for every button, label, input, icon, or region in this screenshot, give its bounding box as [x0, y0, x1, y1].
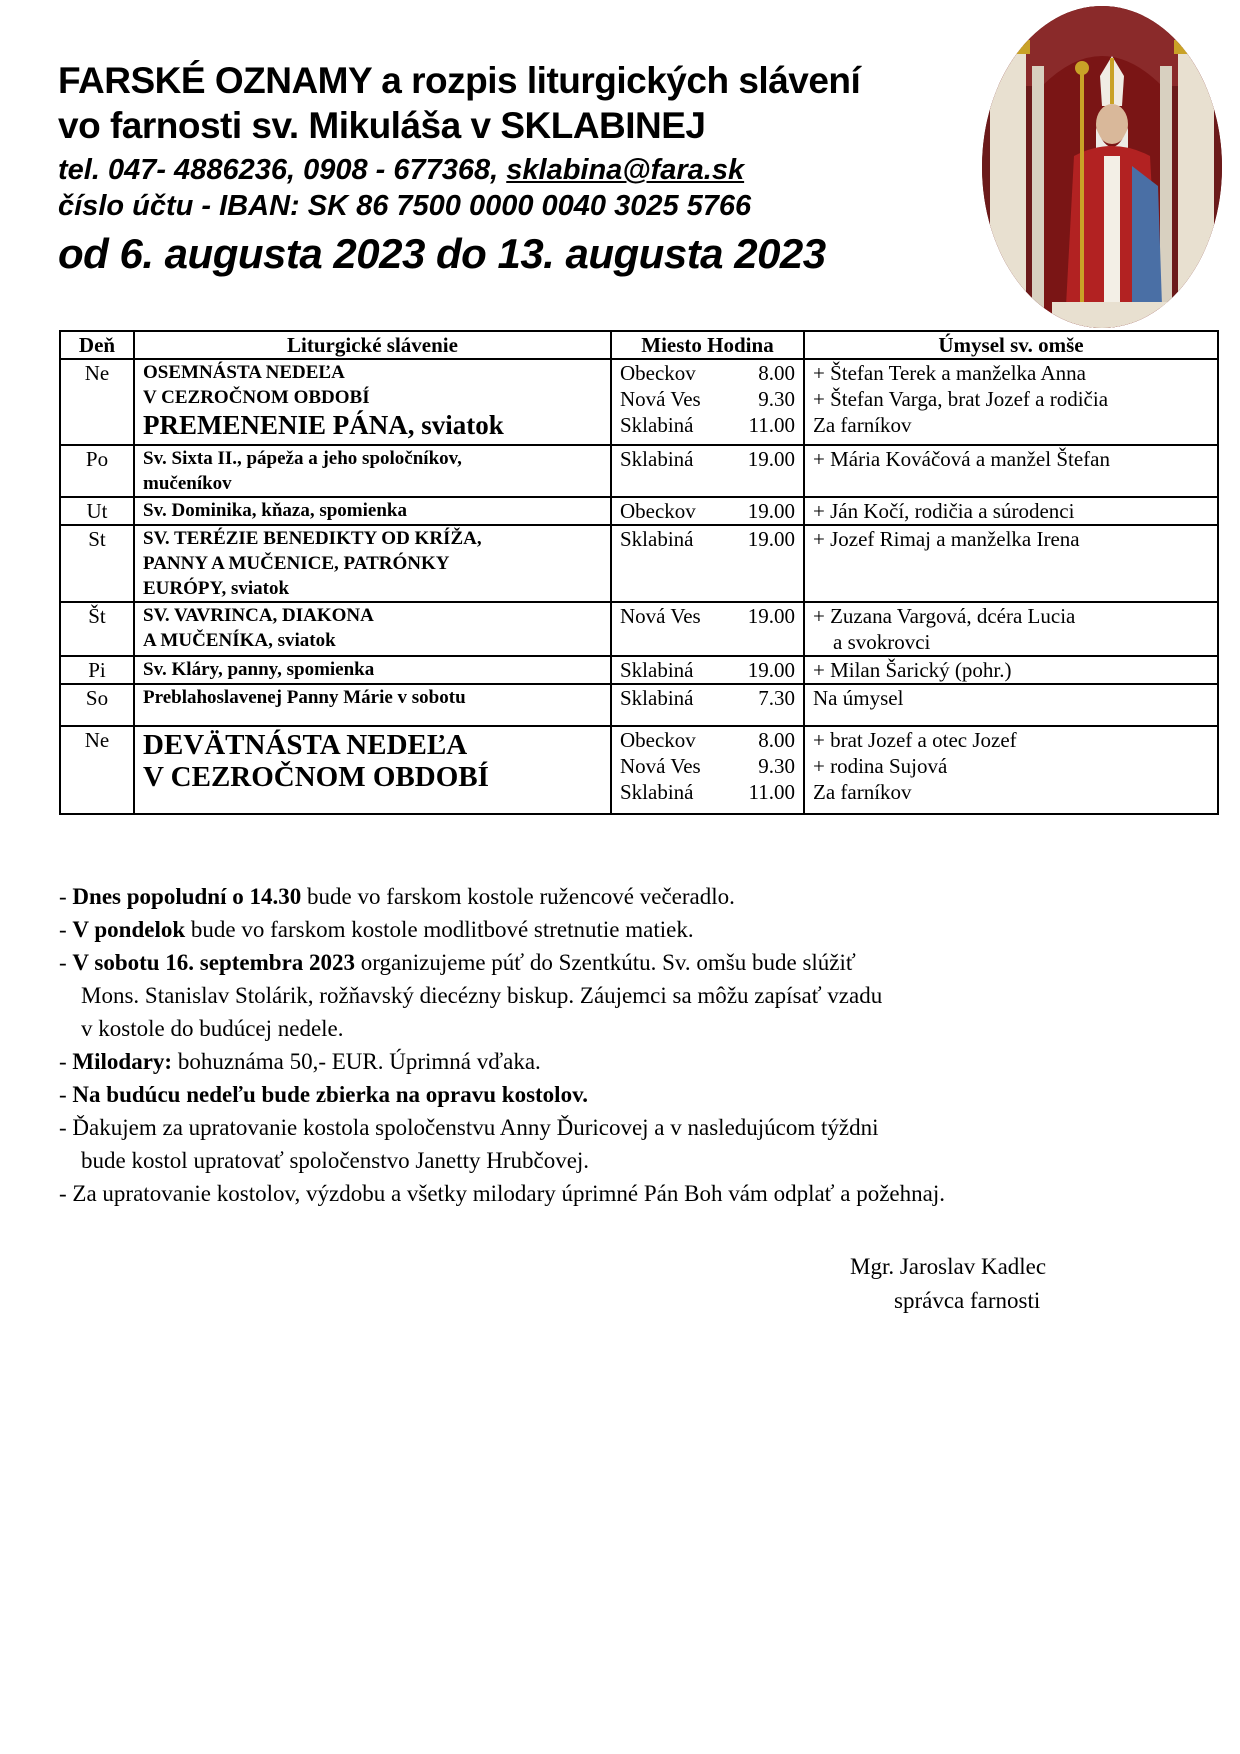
- document-header: [58, 58, 958, 280]
- intention-line: + Jozef Rimaj a manželka Irena: [813, 527, 1080, 551]
- liturgy-cell: [134, 684, 611, 726]
- table-row: [60, 497, 1218, 525]
- announcement-text: bude vo farskom kostole modlitbové stretnutie matiek.: [185, 917, 694, 942]
- intention-line: + Štefan Varga, brat Jozef a rodičia: [813, 387, 1109, 411]
- day-cell: Po: [60, 445, 134, 497]
- intention-line: + Zuzana Vargová, dcéra Lucia: [813, 604, 1076, 628]
- place-time-entry: [620, 498, 795, 524]
- place-time-entry: [620, 360, 795, 386]
- place: Sklabiná: [620, 447, 694, 471]
- place-time-entry: [620, 412, 795, 438]
- place-time-entry: [620, 386, 795, 412]
- iban-line: číslo účtu - IBAN: SK 86 7500 0000 0040 3025 5766: [58, 190, 752, 222]
- place: Obeckov: [620, 728, 696, 752]
- announcement-item: [59, 1078, 1219, 1111]
- intention-cell: [804, 684, 1218, 726]
- place: Sklabiná: [620, 413, 694, 437]
- place-time-entry: [620, 526, 795, 552]
- liturgy-line: SV. VAVRINCA, DIAKONA: [143, 605, 374, 626]
- place-time-entry: [620, 779, 795, 805]
- intention-line: + brat Jozef a otec Jozef: [813, 728, 1017, 752]
- table-row: [60, 684, 1218, 726]
- place: Sklabiná: [620, 527, 694, 551]
- place: Obeckov: [620, 361, 696, 385]
- place-time-cell: [611, 602, 804, 656]
- intention-cell: [804, 602, 1218, 656]
- column-header-place-time: Miesto Hodina: [611, 331, 804, 359]
- place: Sklabiná: [620, 658, 694, 682]
- place-time-cell: [611, 525, 804, 602]
- column-header-intention: Úmysel sv. omše: [804, 331, 1218, 359]
- liturgy-cell: [134, 525, 611, 602]
- table-row: [60, 602, 1218, 656]
- announcement-item: [59, 880, 1219, 913]
- day-cell: Št: [60, 602, 134, 656]
- announcement-text: organizujeme púť do Szentkútu. Sv. omšu bude slúžiť: [355, 950, 856, 975]
- announcement-item: [59, 1111, 1219, 1144]
- signatory-name: Mgr. Jaroslav Kadlec: [850, 1254, 1047, 1279]
- place: Nová Ves: [620, 387, 701, 411]
- place: Nová Ves: [620, 754, 701, 778]
- announcement-continuation: v kostole do budúcej nedele.: [81, 1016, 344, 1041]
- time: 19.00: [747, 604, 795, 628]
- announcement-item: [59, 1045, 1219, 1078]
- liturgy-cell: [134, 359, 611, 445]
- intention-cell: [804, 525, 1218, 602]
- announcement-text: Za upratovanie kostolov, výzdobu a všetky milodary úprimné Pán Boh vám odplať a požehnaj.: [72, 1181, 945, 1206]
- bullet-dash: -: [59, 1115, 73, 1140]
- time: 11.00: [748, 413, 795, 437]
- day-cell: Ut: [60, 497, 134, 525]
- place-time-cell: [611, 684, 804, 726]
- liturgy-line: Preblahoslavenej Panny Márie v sobotu: [143, 687, 466, 708]
- title-line-1: FARSKÉ OZNAMY a rozpis liturgických slávení: [58, 60, 861, 101]
- column-header-liturgy: Liturgické slávenie: [134, 331, 611, 359]
- announcement-highlight: Na budúcu nedeľu bude zbierka na opravu kostolov.: [72, 1082, 589, 1107]
- intention-line: + Ján Kočí, rodičia a súrodenci: [813, 499, 1075, 523]
- liturgy-line: EURÓPY, sviatok: [143, 578, 290, 599]
- liturgy-feast-line: DEVÄTNÁSTA NEDEĽA: [143, 729, 468, 761]
- announcement-continuation: Mons. Stanislav Stolárik, rožňavský diecézny biskup. Záujemci sa môžu zapísať vzadu: [81, 983, 883, 1008]
- time: 19.00: [747, 447, 795, 471]
- title-line-2: vo farnosti sv. Mikuláša v SKLABINEJ: [58, 105, 706, 146]
- place-time-cell: [611, 445, 804, 497]
- bullet-dash: -: [59, 950, 73, 975]
- place: Sklabiná: [620, 780, 694, 804]
- place-time-entry: [620, 603, 795, 629]
- liturgy-cell: [134, 656, 611, 684]
- time: 8.00: [758, 728, 795, 752]
- liturgy-line: Sv. Kláry, panny, spomienka: [143, 659, 375, 680]
- announcement-highlight: Dnes popoludní o 14.30: [72, 884, 302, 909]
- intention-cell: [804, 726, 1218, 814]
- liturgy-line: mučeníkov: [143, 473, 232, 494]
- announcement-item: [59, 1177, 1219, 1210]
- day-cell: Ne: [60, 359, 134, 445]
- announcement-item: [59, 946, 1219, 979]
- table-row: [60, 359, 1218, 445]
- place-time-cell: [611, 656, 804, 684]
- email-link[interactable]: sklabina@fara.sk: [506, 154, 745, 186]
- liturgical-schedule-table: [59, 330, 1219, 815]
- liturgy-cell: [134, 497, 611, 525]
- time: 9.30: [758, 387, 795, 411]
- place: Nová Ves: [620, 604, 701, 628]
- announcement-highlight: V sobotu 16. septembra 2023: [72, 950, 356, 975]
- phone-numbers: tel. 047- 4886236, 0908 - 677368,: [58, 154, 507, 186]
- liturgy-line: SV. TERÉZIE BENEDIKTY OD KRÍŽA,: [143, 528, 482, 549]
- liturgy-line: Sv. Sixta II., pápeža a jeho spoločníkov,: [143, 448, 462, 469]
- time: 19.00: [747, 499, 795, 523]
- intention-cell: [804, 359, 1218, 445]
- contact-line: [58, 152, 958, 188]
- intention-line: Za farníkov: [813, 413, 912, 437]
- intention-cell: [804, 497, 1218, 525]
- announcement-highlight: V pondelok: [72, 917, 186, 942]
- liturgy-line: PANNY A MUČENICE, PATRÓNKY: [143, 553, 450, 574]
- announcements: [59, 880, 1219, 1210]
- announcement-text: Ďakujem za upratovanie kostola spoločenstvu Anny Ďuricovej a v nasledujúcom týždni: [72, 1115, 879, 1140]
- intention-cell: [804, 445, 1218, 497]
- liturgy-line: OSEMNÁSTA NEDEĽA: [143, 362, 345, 383]
- liturgy-line: Sv. Dominika, kňaza, spomienka: [143, 500, 407, 521]
- place: Sklabiná: [620, 686, 694, 710]
- signature-block: [850, 1250, 1046, 1318]
- liturgy-cell: [134, 445, 611, 497]
- day-cell: So: [60, 684, 134, 726]
- saint-nicholas-photo: [982, 6, 1222, 328]
- intention-line: + Štefan Terek a manželka Anna: [813, 361, 1086, 385]
- time: 11.00: [748, 780, 795, 804]
- table-row: [60, 726, 1218, 814]
- table-row: [60, 445, 1218, 497]
- signatory-role: správca farnosti: [894, 1288, 1041, 1313]
- announcement-continuation: bude kostol upratovať spoločenstvo Janetty Hrubčovej.: [81, 1148, 590, 1173]
- day-cell: Pi: [60, 656, 134, 684]
- table-row: [60, 525, 1218, 602]
- date-range: od 6. augusta 2023 do 13. augusta 2023: [58, 230, 826, 277]
- place-time-entry: [620, 753, 795, 779]
- intention-line: a svokrovci: [833, 630, 931, 654]
- intention-cell: [804, 656, 1218, 684]
- intention-line: + Mária Kováčová a manžel Štefan: [813, 447, 1110, 471]
- time: 19.00: [747, 658, 795, 682]
- day-cell: Ne: [60, 726, 134, 814]
- place-time-entry: [620, 727, 795, 753]
- intention-line: Za farníkov: [813, 780, 912, 804]
- time: 8.00: [758, 361, 795, 385]
- place-time-cell: [611, 359, 804, 445]
- bullet-dash: -: [59, 884, 73, 909]
- time: 9.30: [758, 754, 795, 778]
- intention-line: + Milan Šarický (pohr.): [813, 658, 1012, 682]
- announcement-text: bohuznáma 50,- EUR. Úprimná vďaka.: [172, 1049, 541, 1074]
- bullet-dash: -: [59, 917, 73, 942]
- table-header-row: [60, 331, 1218, 359]
- liturgy-feast-line: PREMENENIE PÁNA, sviatok: [143, 410, 504, 440]
- announcement-highlight: Milodary:: [72, 1049, 173, 1074]
- bullet-dash: -: [59, 1181, 73, 1206]
- table-row: [60, 656, 1218, 684]
- place-time-entry: [620, 657, 795, 683]
- place-time-entry: [620, 446, 795, 472]
- announcement-item: [59, 913, 1219, 946]
- intention-line: Na úmysel: [813, 686, 904, 710]
- bullet-dash: -: [59, 1082, 73, 1107]
- day-cell: St: [60, 525, 134, 602]
- liturgy-line: V CEZROČNOM OBDOBÍ: [143, 387, 370, 408]
- liturgy-cell: [134, 602, 611, 656]
- intention-line: + rodina Sujová: [813, 754, 948, 778]
- place-time-entry: [620, 685, 795, 711]
- time: 19.00: [747, 527, 795, 551]
- bullet-dash: -: [59, 1049, 73, 1074]
- liturgy-cell: [134, 726, 611, 814]
- time: 7.30: [758, 686, 795, 710]
- place-time-cell: [611, 726, 804, 814]
- place: Obeckov: [620, 499, 696, 523]
- column-header-day: Deň: [60, 331, 134, 359]
- place-time-cell: [611, 497, 804, 525]
- announcement-text: bude vo farskom kostole ružencové večeradlo.: [301, 884, 735, 909]
- liturgy-line: A MUČENÍKA, sviatok: [143, 630, 336, 651]
- liturgy-feast-line: V CEZROČNOM OBDOBÍ: [143, 761, 489, 793]
